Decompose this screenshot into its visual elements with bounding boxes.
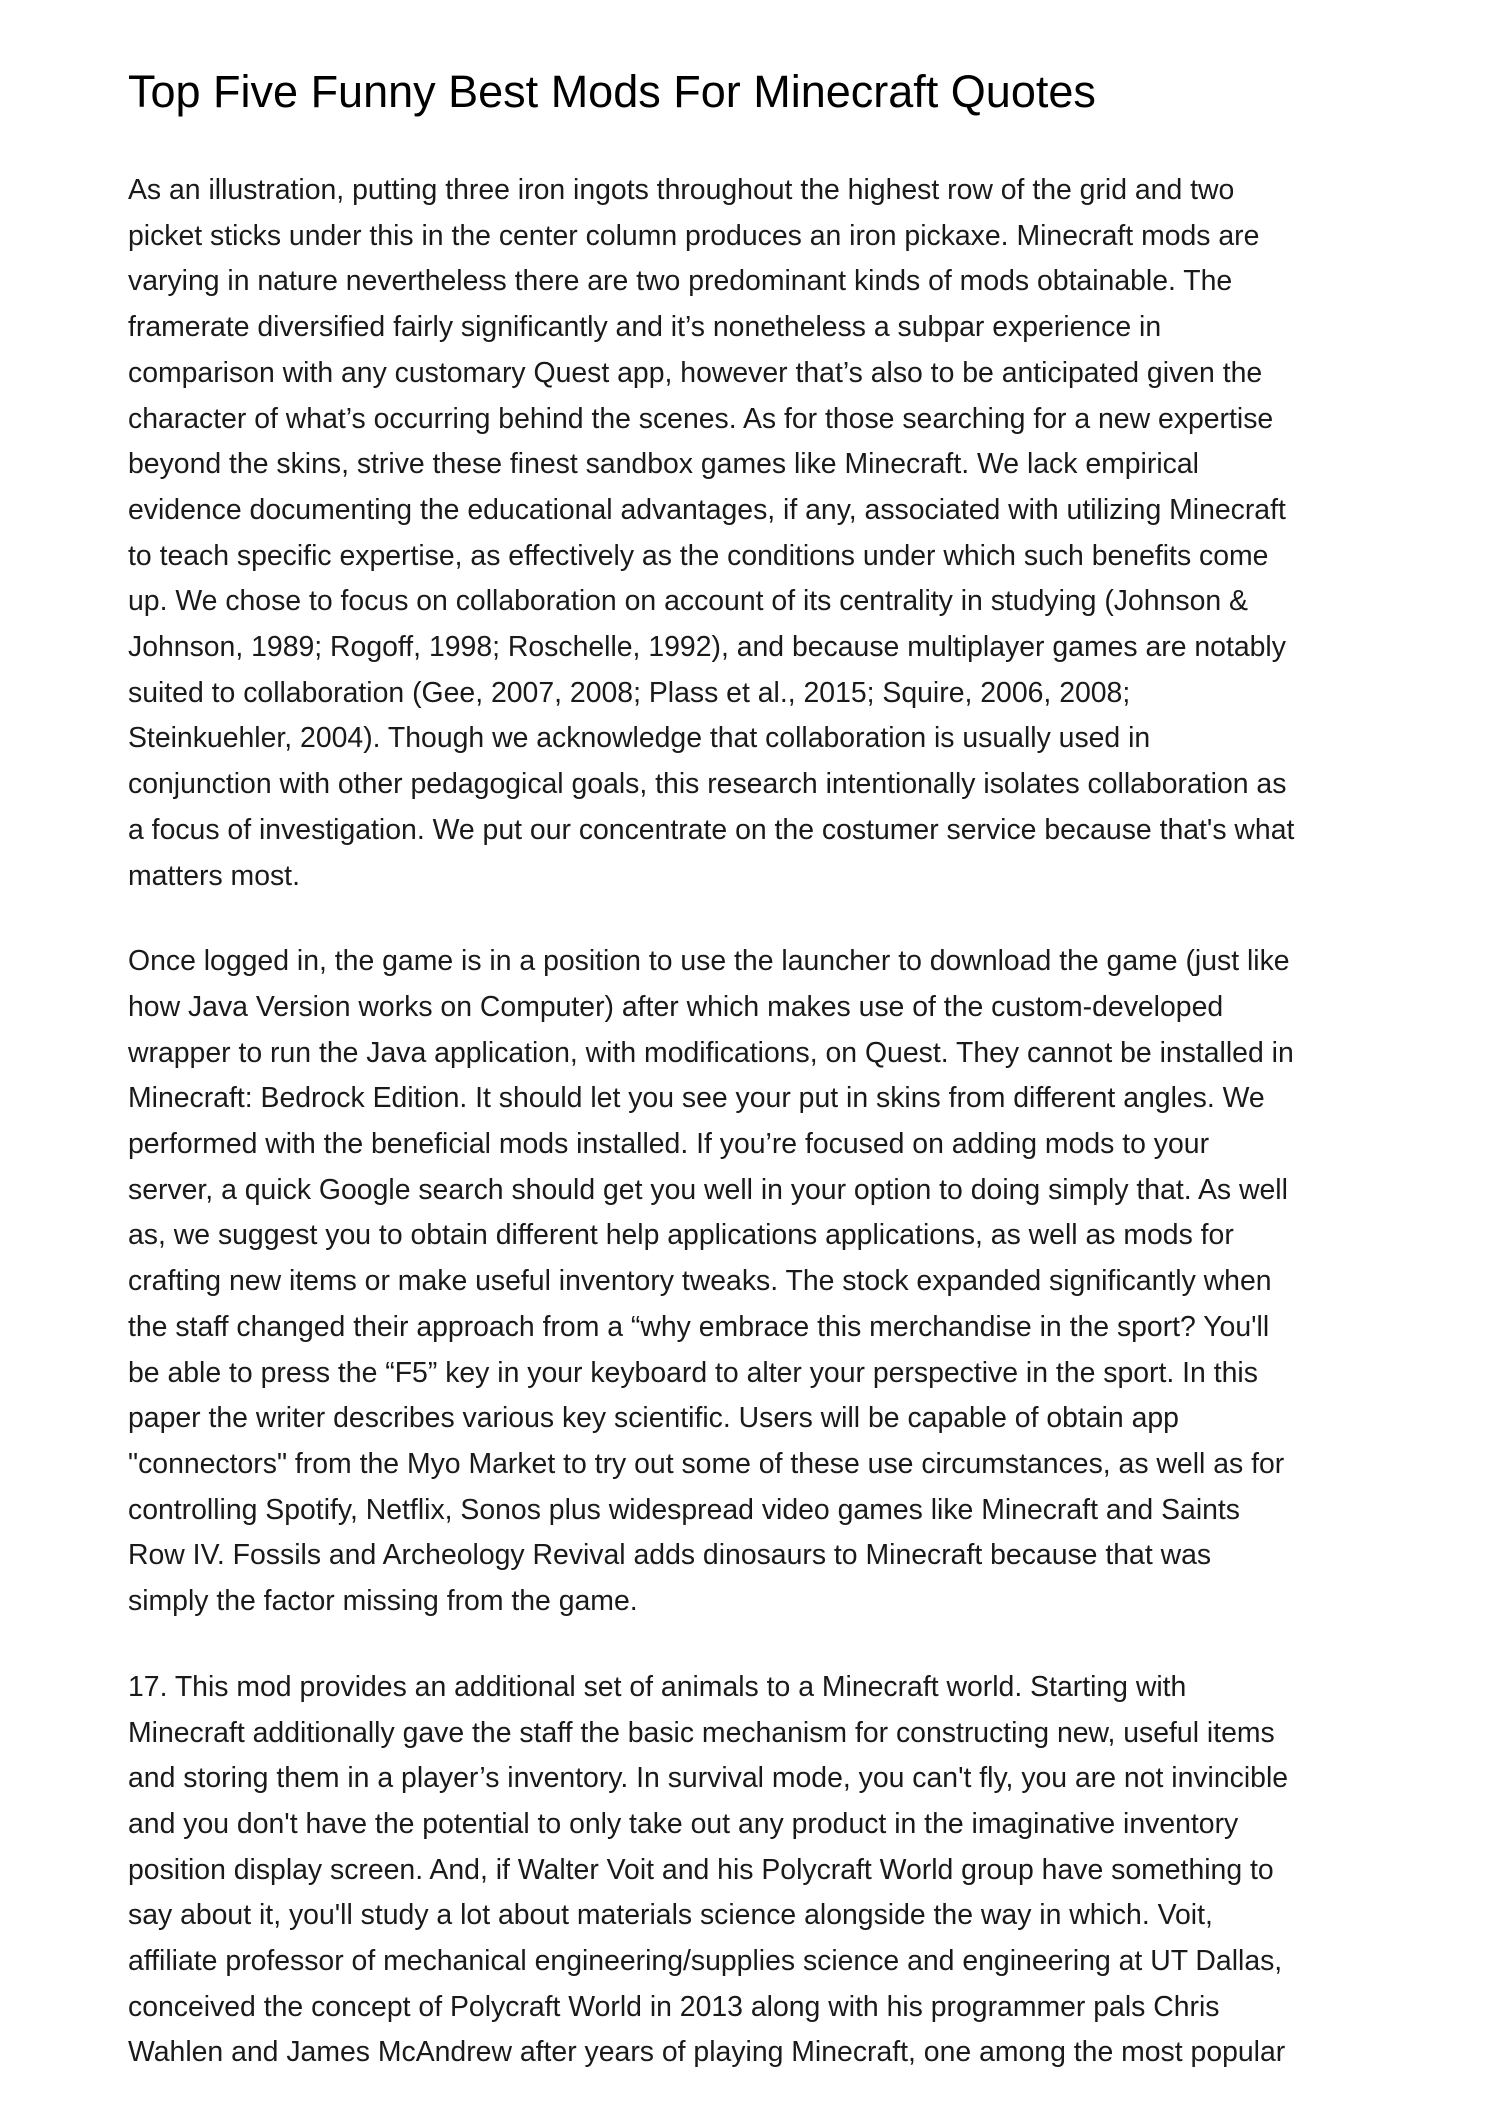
- paragraph-line: a focus of investigation. We put our concentrate on the costumer service because that's what: [128, 813, 1295, 846]
- paragraph-line: picket sticks under this in the center column produces an iron pickaxe. Minecraft mods are: [128, 219, 1260, 252]
- paragraph-1: [128, 168, 1398, 899]
- paragraph-line: Minecraft: Bedrock Edition. It should let you see your put in skins from different angles. We: [128, 1082, 1265, 1115]
- document-title: Top Five Funny Best Mods For Minecraft Quotes: [128, 66, 1096, 117]
- paragraph-line: and you don't have the potential to only take out any product in the imaginative inventory: [128, 1807, 1239, 1840]
- paragraph-line: the staff changed their approach from a “why embrace this merchandise in the sport? You'll: [128, 1310, 1270, 1343]
- paragraph-3: [128, 1665, 1398, 2076]
- paragraph-line: conjunction with other pedagogical goals, this research intentionally isolates collaboration as: [128, 768, 1287, 801]
- paragraph-line: Steinkuehler, 2004). Though we acknowledge that collaboration is usually used in: [128, 722, 1151, 755]
- paragraph-line: as, we suggest you to obtain different help applications applications, as well as mods for: [128, 1219, 1234, 1252]
- paragraph-line: server, a quick Google search should get you well in your option to doing simply that. As well: [128, 1173, 1288, 1206]
- paragraph-line: beyond the skins, strive these finest sandbox games like Minecraft. We lack empirical: [128, 448, 1199, 481]
- paragraph-line: As an illustration, putting three iron ingots throughout the highest row of the grid and two: [128, 174, 1235, 206]
- paragraph-line: up. We chose to focus on collaboration on account of its centrality in studying (Johnson &: [128, 585, 1248, 618]
- paragraph-line: Row IV. Fossils and Archeology Revival adds dinosaurs to Minecraft because that was: [128, 1539, 1212, 1572]
- document-body: [128, 168, 1398, 2116]
- paragraph-line: say about it, you'll study a lot about materials science alongside the way in which. Voit,: [128, 1899, 1213, 1932]
- paragraph-line: Johnson, 1989; Rogoff, 1998; Roschelle, 1992), and because multiplayer games are notably: [128, 631, 1286, 664]
- paragraph-line: to teach specific expertise, as effectively as the conditions under which such benefits come: [128, 539, 1269, 572]
- paragraph-line: varying in nature nevertheless there are two predominant kinds of mods obtainable. The: [128, 265, 1233, 298]
- paragraph-line: comparison with any customary Quest app, however that’s also to be anticipated given the: [128, 356, 1263, 389]
- paragraph-line: "connectors" from the Myo Market to try out some of these use circumstances, as well as for: [128, 1447, 1285, 1480]
- paragraph-line: 17. This mod provides an additional set of animals to a Minecraft world. Starting with: [128, 1670, 1187, 1703]
- paragraph-line: crafting new items or make useful inventory tweaks. The stock expanded significantly when: [128, 1265, 1272, 1298]
- paragraph-line: Wahlen and James McAndrew after years of playing Minecraft, one among the most popular: [128, 2036, 1286, 2069]
- paragraph-line: paper the writer describes various key scientific. Users will be capable of obtain app: [128, 1402, 1179, 1435]
- paragraph-line: controlling Spotify, Netflix, Sonos plus widespread video games like Minecraft and Saints: [128, 1493, 1241, 1526]
- paragraph-line: character of what’s occurring behind the scenes. As for those searching for a new expertise: [128, 402, 1274, 435]
- paragraph-line: simply the factor missing from the game.: [128, 1585, 638, 1618]
- paragraph-line: position display screen. And, if Walter Voit and his Polycraft World group have something to: [128, 1853, 1274, 1886]
- paragraph-line: matters most.: [128, 859, 300, 892]
- paragraph-line: framerate diversified fairly significantly and it’s nonetheless a subpar experience in: [128, 311, 1162, 344]
- paragraph-line: wrapper to run the Java application, with modifications, on Quest. They cannot be installed in: [128, 1036, 1294, 1069]
- paragraph-line: how Java Version works on Computer) after which makes use of the custom-developed: [128, 990, 1224, 1023]
- paragraph-line: Once logged in, the game is in a position to use the launcher to download the game (just like: [128, 945, 1290, 978]
- paragraph-line: and storing them in a player’s inventory. In survival mode, you can't fly, you are not invincible: [128, 1762, 1289, 1795]
- paragraph-2: [128, 939, 1398, 1625]
- paragraph-line: performed with the beneficial mods installed. If you’re focused on adding mods to your: [128, 1128, 1210, 1161]
- paragraph-line: conceived the concept of Polycraft World in 2013 along with his programmer pals Chris: [128, 1990, 1220, 2023]
- paragraph-line: evidence documenting the educational advantages, if any, associated with utilizing Minecraft: [128, 493, 1286, 526]
- paragraph-line: affiliate professor of mechanical engineering/supplies science and engineering at UT Dallas,: [128, 1945, 1283, 1978]
- paragraph-line: suited to collaboration (Gee, 2007, 2008; Plass et al., 2015; Squire, 2006, 2008;: [128, 676, 1131, 709]
- paragraph-line: be able to press the “F5” key in your keyboard to alter your perspective in the sport. In this: [128, 1356, 1258, 1389]
- paragraph-line: Minecraft additionally gave the staff the basic mechanism for constructing new, useful items: [128, 1716, 1275, 1749]
